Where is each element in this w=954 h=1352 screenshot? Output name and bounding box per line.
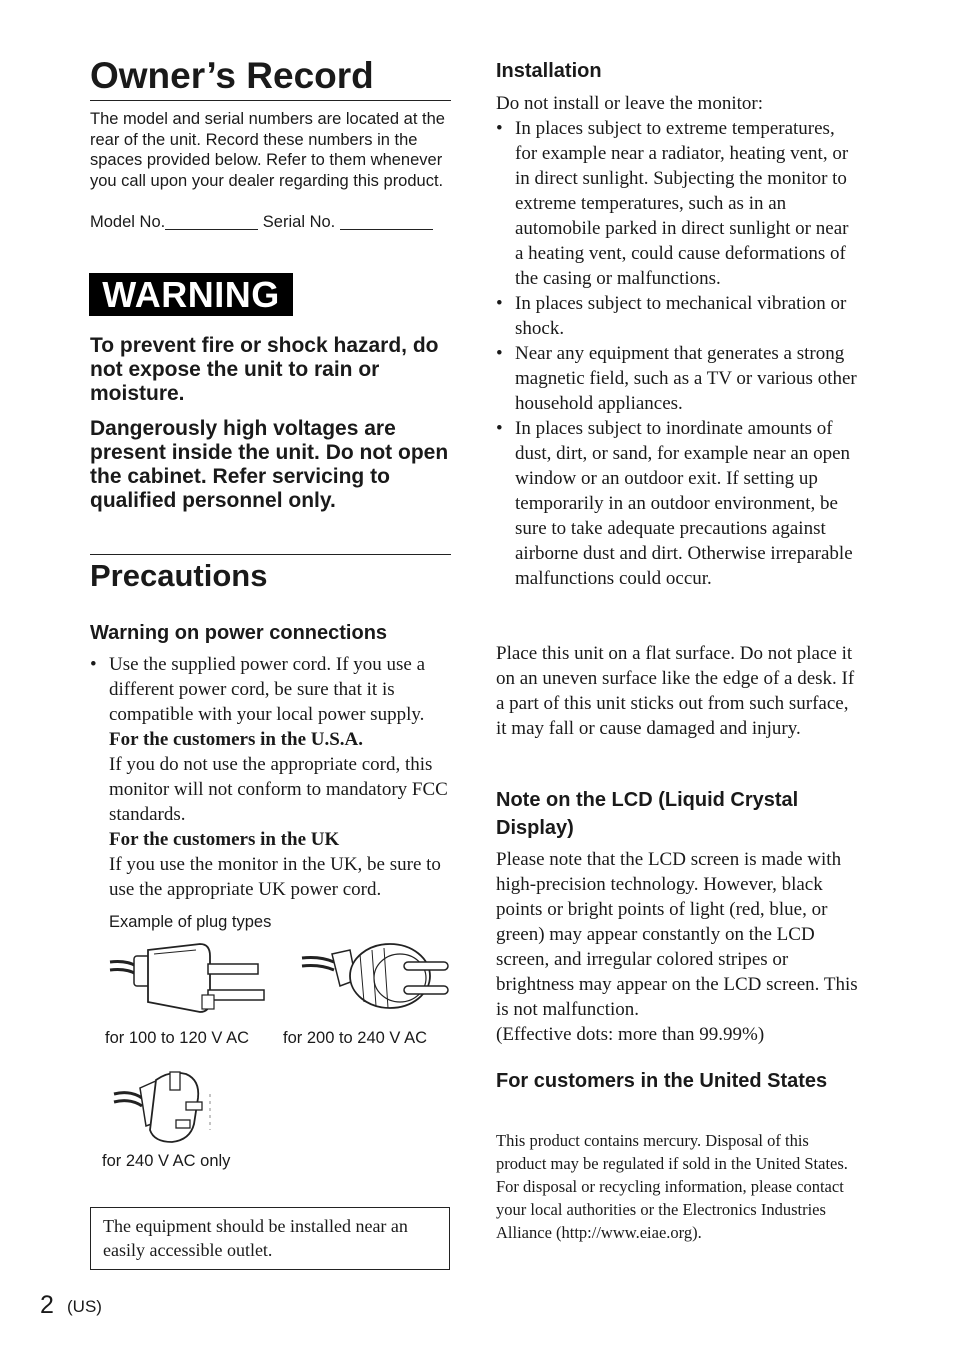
lcd-note-heading: Note on the LCD (Liquid Crystal Display) [496,789,799,839]
lcd-note-body: Please note that the LCD screen is made with high-precision technology. However, black points or bright points of light (red, blue, or green) may appear constantly on the LCD screen, and irregular colored stripes or brightness may appear on the LCD screen. This is not malfunction. [496,849,858,1020]
model-no-blank [165,215,258,230]
plug-us-label: for 100 to 120 V AC [105,1029,250,1047]
list-item: • In places subject to extreme temperatures, for example near a radiator, heating vent, or in direct sunlight. Subjecting the monitor to extreme temperatures, such as in an automobile parked in direct sunlight or near a heating vent, could cause deformations of the casing or malfunctions. [496,116,858,291]
installation-intro: Do not install or leave the monitor: [496,93,764,114]
usa-text: If you do not use the appropriate cord, this monitor will not conform to mandatory FCC standards. [109,754,448,825]
list-item: • In places subject to mechanical vibration or shock. [496,291,858,341]
plug-eu-illustration [300,940,455,1020]
installation-list [496,116,858,591]
model-no-label: Model No. [90,213,166,231]
warning-badge: WARNING [102,274,280,315]
plug-eu-label: for 200 to 240 V AC [283,1029,428,1047]
power-cord-text: • Use the supplied power cord. If you use a different power cord, be sure that it is compatible with your local power supply. [109,654,426,725]
us-customers-body: This product contains mercury. Disposal of this product may be regulated if sold in the United States. For disposal or recycling information, please contact your local authorities or the Electronics Industries Alliance (http://www.eiae.org). [496,1131,848,1242]
installation-flat-surface: Place this unit on a flat surface. Do not place it on an uneven surface like the edge of a desk. If a part of this unit sticks out from such surface, it may fall or cause damaged and injury. [496,643,855,739]
page-number: 2 [40,1291,54,1319]
installation-heading: Installation [496,60,602,82]
plug-us-illustration [108,940,268,1020]
model-serial-line [90,212,452,232]
power-connections-heading: Warning on power connections [90,622,388,644]
list-item: • Near any equipment that generates a strong magnetic field, such as a TV or various other household appliances. [496,341,858,416]
uk-subheading: For the customers in the UK [109,829,340,850]
owners-record-title: Owner’s Record [90,55,374,96]
page-region: (US) [67,1297,102,1316]
plug-uk-illustration [110,1068,220,1148]
us-customers-heading: For customers in the United States [496,1070,828,1092]
outlet-note-text: The equipment should be installed near an easily accessible outlet. [103,1216,408,1260]
precautions-divider [90,554,451,555]
uk-text: If you use the monitor in the UK, be sure to use the appropriate UK power cord. [109,854,441,900]
lcd-effective-dots: (Effective dots: more than 99.99%) [496,1024,765,1045]
usa-subheading: For the customers in the U.S.A. [109,729,364,750]
list-item [90,652,455,902]
list-item: • In places subject to inordinate amounts of dust, dirt, or sand, for example near an open window or an outdoor exit. If setting up temporarily in an outdoor environment, be sure to take adequate precautions against airborne dust and dirt. Otherwise irreparable malfunctions could occur. [496,416,858,591]
serial-no-label: Serial No. [262,213,336,231]
plug-uk-label: for 240 V AC only [102,1152,231,1170]
owners-record-divider [90,100,451,101]
precautions-title: Precautions [90,558,268,593]
power-connections-list [90,652,455,902]
owners-record-body: The model and serial numbers are located at the rear of the unit. Record these numbers in the spaces provided below. Refer to them whenever you call upon your dealer regarding this product. [90,110,445,190]
serial-no-blank [340,215,433,230]
warning-fire-shock: To prevent fire or shock hazard, do not expose the unit to rain or moisture. [90,334,439,405]
plug-types-caption: Example of plug types [109,913,272,931]
warning-high-voltage: Dangerously high voltages are present inside the unit. Do not open the cabinet. Refer servicing to qualified personnel only. [90,417,449,512]
